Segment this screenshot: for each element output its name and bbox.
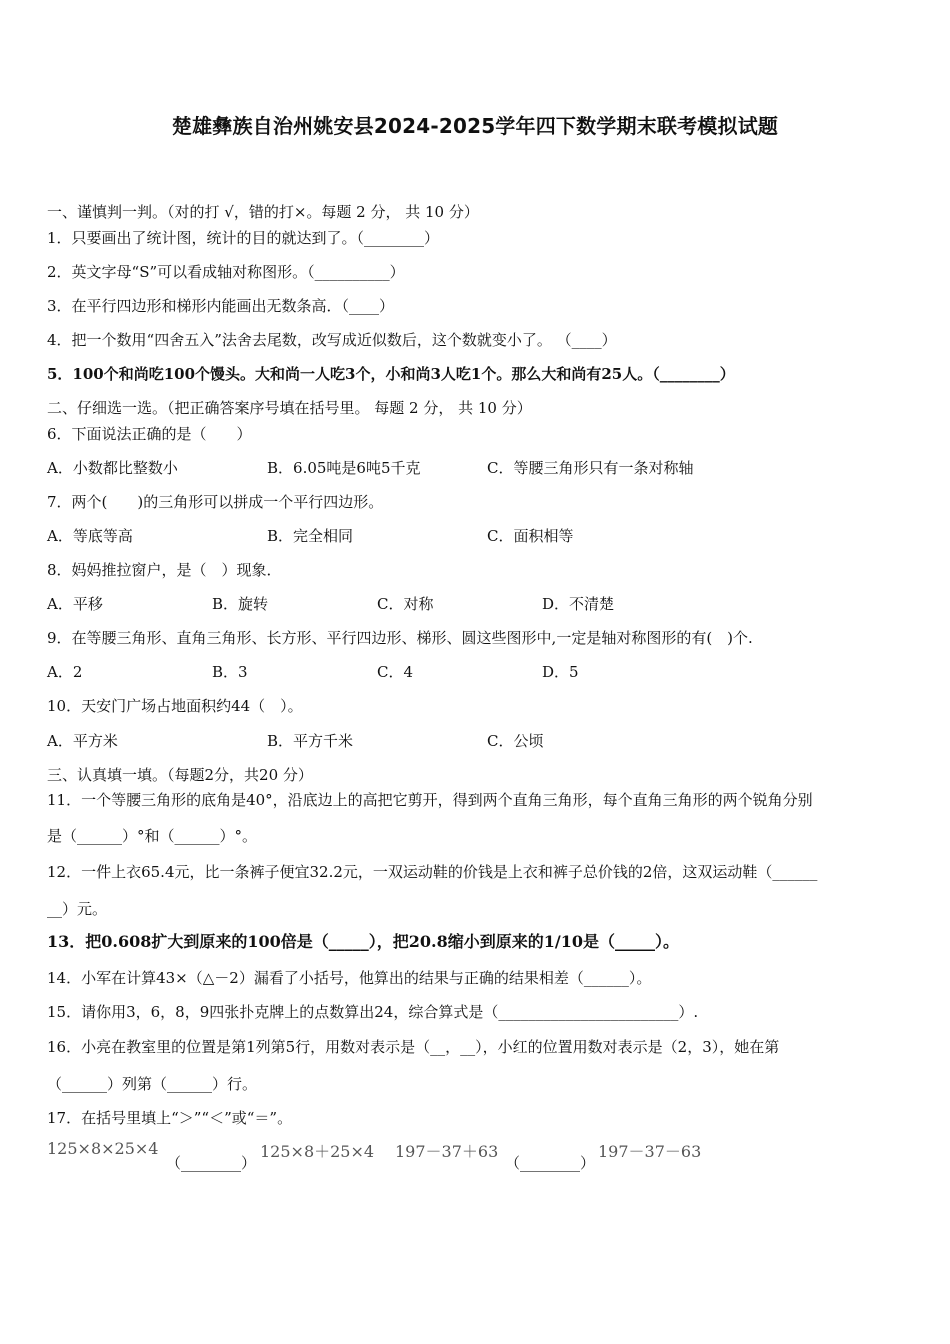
q10-option-a: A．平方米 bbox=[47, 732, 118, 750]
q10-option-c: C．公顷 bbox=[487, 732, 544, 750]
question-17: 17．在括号里填上“＞”“＜”或“＝”。 bbox=[47, 1109, 293, 1127]
question-13: 13．把0.608扩大到原来的100倍是（_____），把20.8缩小到原来的1/10是（_____）。 bbox=[47, 932, 679, 951]
q8-option-c: C．对称 bbox=[377, 595, 434, 613]
q17-expression-1: 125×8×25×4 bbox=[47, 1139, 159, 1158]
question-5: 5．100个和尚吃100个馒头。大和尚一人吃3个，小和尚3人吃1个。那么大和尚有25人。（________） bbox=[47, 365, 735, 383]
question-2: 2．英文字母“S”可以看成轴对称图形。（__________） bbox=[47, 263, 405, 281]
q17-expression-2: 125×8＋25×4 bbox=[260, 1142, 375, 1161]
q6-option-a: A．小数都比整数小 bbox=[47, 459, 178, 477]
q17-expression-3: 197－37＋63 bbox=[395, 1142, 499, 1161]
q7-option-b: B．完全相同 bbox=[267, 527, 354, 545]
q17-blank-2: （________） bbox=[505, 1154, 596, 1172]
question-10: 10．天安门广场占地面积约44（ ）。 bbox=[47, 697, 303, 715]
question-15: 15．请你用3，6，8，9四张扑克牌上的点数算出24，综合算式是（________________________）. bbox=[47, 1003, 699, 1021]
question-1: 1．只要画出了统计图，统计的目的就达到了。（________） bbox=[47, 229, 440, 247]
q8-option-a: A．平移 bbox=[47, 595, 103, 613]
q7-option-c: C．面积相等 bbox=[487, 527, 574, 545]
question-12-line1: 12．一件上衣65.4元，比一条裤子便宜32.2元，一双运动鞋的价钱是上衣和裤子总价钱的2倍，这双运动鞋（______ bbox=[47, 863, 818, 881]
section2-header: 二、仔细选一选。（把正确答案序号填在括号里。 每题 2 分， 共 10 分） bbox=[47, 399, 532, 417]
q8-option-d: D．不清楚 bbox=[542, 595, 615, 613]
page-title: 楚雄彝族自治州姚安县2024-2025学年四下数学期末联考模拟试题 bbox=[171, 114, 779, 138]
q17-expression-4: 197－37－63 bbox=[598, 1142, 702, 1161]
section3-header: 三、认真填一填。（每题2分，共20 分） bbox=[47, 766, 313, 784]
question-9: 9．在等腰三角形、直角三角形、长方形、平行四边形、梯形、圆这些图形中,一定是轴对称图形的有( )个. bbox=[47, 629, 753, 647]
q7-option-a: A．等底等高 bbox=[47, 527, 133, 545]
question-16-line1: 16．小亮在教室里的位置是第1列第5行，用数对表示是（__，__），小红的位置用数对表示是（2，3），她在第 bbox=[47, 1038, 780, 1056]
question-16-line2: （______）列第（______）行。 bbox=[47, 1075, 258, 1093]
question-11-line2: 是（______）°和（______）°。 bbox=[47, 827, 258, 845]
q9-option-a: A．2 bbox=[47, 663, 83, 681]
question-7: 7．两个( )的三角形可以拼成一个平行四边形。 bbox=[47, 493, 384, 511]
q8-option-b: B．旋转 bbox=[212, 595, 269, 613]
question-8: 8．妈妈推拉窗户，是（ ）现象． bbox=[47, 561, 282, 579]
q10-option-b: B．平方千米 bbox=[267, 732, 354, 750]
q17-blank-1: （________） bbox=[166, 1154, 257, 1172]
q6-option-b: B．6.05吨是6吨5千克 bbox=[267, 459, 421, 477]
q6-option-c: C．等腰三角形只有一条对称轴 bbox=[487, 459, 694, 477]
q9-option-d: D．5 bbox=[542, 663, 579, 681]
section1-header: 一、谨慎判一判。（对的打 √，错的打×。每题 2 分， 共 10 分） bbox=[47, 203, 479, 221]
q9-option-c: C．4 bbox=[377, 663, 414, 681]
question-6: 6．下面说法正确的是（ ） bbox=[47, 425, 252, 443]
question-12-line2: __）元。 bbox=[47, 900, 108, 918]
q9-option-b: B．3 bbox=[212, 663, 248, 681]
question-3: 3．在平行四边形和梯形内能画出无数条高．（____） bbox=[47, 297, 395, 315]
question-11-line1: 11．一个等腰三角形的底角是40°，沿底边上的高把它剪开，得到两个直角三角形，每个直角三角形的两个锐角分别 bbox=[47, 791, 813, 809]
question-14: 14．小军在计算43×（△－2）漏看了小括号，他算出的结果与正确的结果相差（______）。 bbox=[47, 969, 652, 987]
question-4: 4．把一个数用“四舍五入”法舍去尾数，改写成近似数后，这个数就变小了。 （____） bbox=[47, 331, 617, 349]
